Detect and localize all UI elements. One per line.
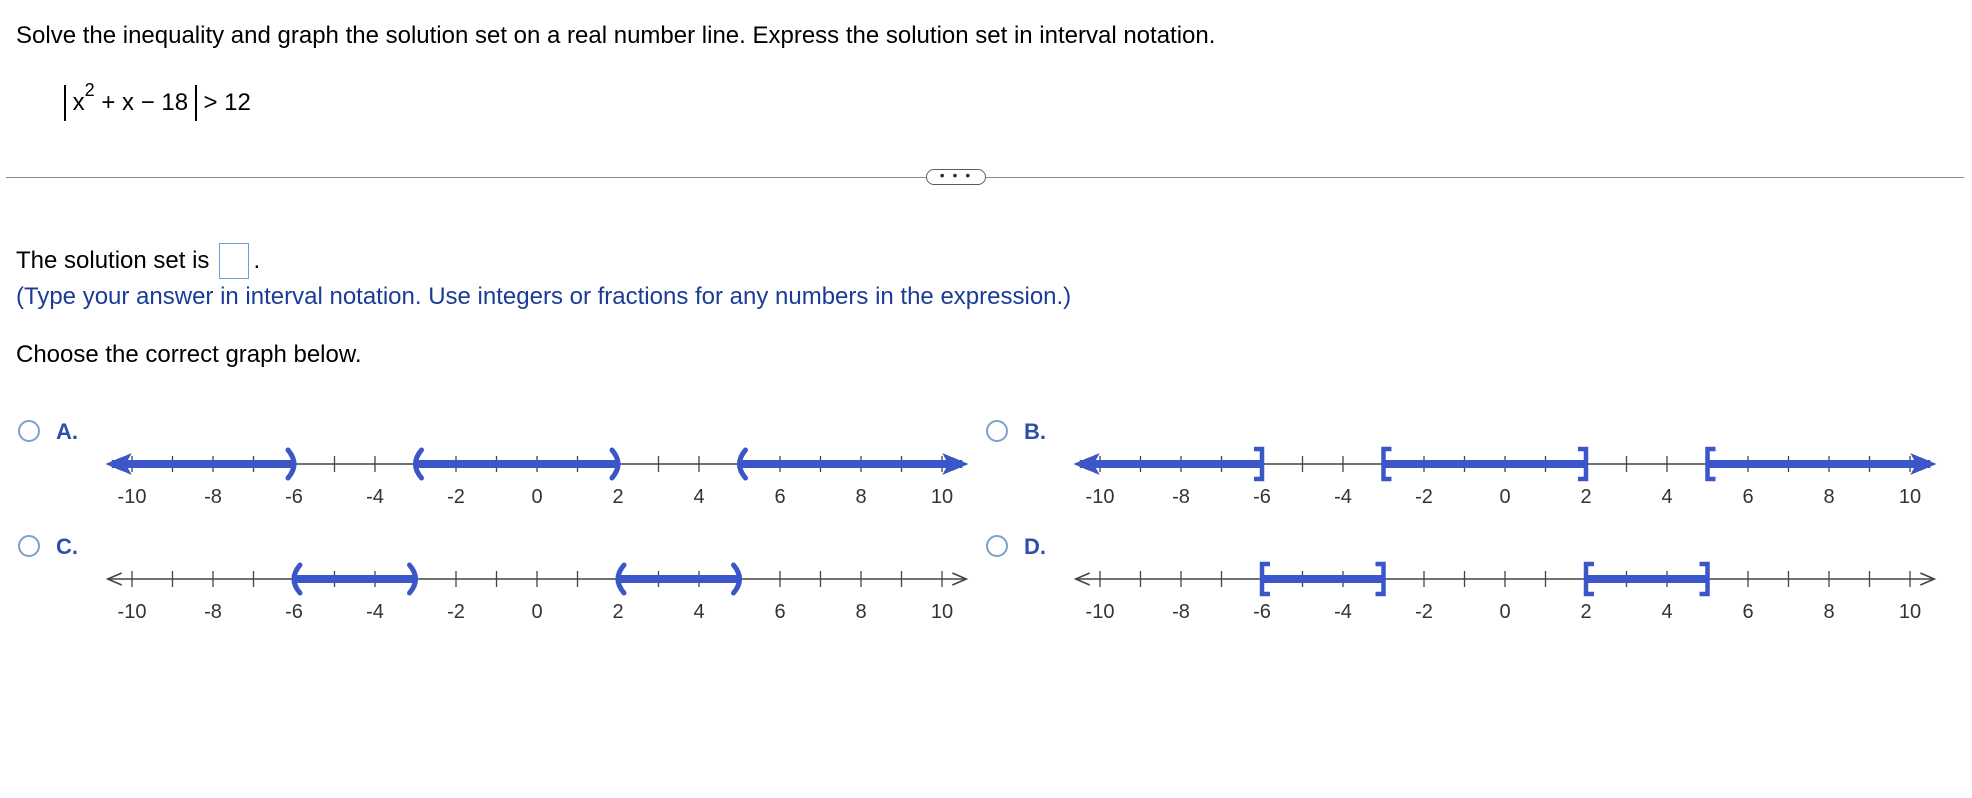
tick-label: -10 <box>117 601 147 623</box>
option-a-number-line <box>96 436 986 506</box>
tick-label: -10 <box>1085 601 1115 623</box>
tick-label: 2 <box>612 486 624 508</box>
tick-label: 6 <box>1742 601 1754 623</box>
tick-label: 10 <box>1898 486 1922 508</box>
tick-label: 6 <box>1742 486 1754 508</box>
tick-label: 4 <box>1661 601 1673 623</box>
tick-label: -8 <box>1172 601 1190 623</box>
tick-label: 10 <box>930 601 954 623</box>
tick-label: 8 <box>1823 486 1835 508</box>
tick-label: 10 <box>1898 601 1922 623</box>
expr-exponent: 2 <box>84 80 95 100</box>
tick-label: 0 <box>531 486 543 508</box>
solution-line <box>16 243 260 279</box>
tick-label: 4 <box>693 601 705 623</box>
tick-label: -2 <box>1415 601 1433 623</box>
option-d-number-line <box>1064 551 1954 621</box>
option-b-radio[interactable] <box>986 420 1008 442</box>
tick-label: 2 <box>1580 601 1592 623</box>
option-d-label[interactable]: D. <box>1024 534 1046 559</box>
tick-label: -6 <box>285 486 303 508</box>
tick-label: -8 <box>204 601 222 623</box>
tick-label: 8 <box>855 601 867 623</box>
tick-label: -4 <box>366 601 384 623</box>
tick-label: 4 <box>1661 486 1673 508</box>
option-a-radio[interactable] <box>18 420 40 442</box>
tick-label: -2 <box>447 601 465 623</box>
tick-label: 2 <box>1580 486 1592 508</box>
option-c-radio[interactable] <box>18 535 40 557</box>
tick-label: -8 <box>204 486 222 508</box>
option-b-number-line <box>1064 436 1954 506</box>
tick-label: 2 <box>612 601 624 623</box>
tick-label: 8 <box>855 486 867 508</box>
tick-label: -2 <box>1415 486 1433 508</box>
option-d-radio[interactable] <box>986 535 1008 557</box>
option-c-label[interactable]: C. <box>56 534 78 559</box>
instructions-text: (Type your answer in interval notation. Use integers or fractions for any numbers in the expression.) <box>16 283 1072 310</box>
tick-label: -10 <box>1085 486 1115 508</box>
tick-label: -4 <box>366 486 384 508</box>
more-button[interactable]: • • • <box>926 169 986 185</box>
option-c-number-line <box>96 551 986 621</box>
question-text: Solve the inequality and graph the solution set on a real number line. Express the solution set in interval notation. <box>16 22 1216 49</box>
tick-label: -6 <box>285 601 303 623</box>
tick-label: 6 <box>774 601 786 623</box>
solution-prefix: The solution set is <box>16 247 210 274</box>
tick-label: 0 <box>531 601 543 623</box>
tick-label: -6 <box>1253 601 1271 623</box>
option-b-label[interactable]: B. <box>1024 419 1046 444</box>
expr-rest: + x − 18 <box>101 88 189 116</box>
expr-base: x <box>72 88 85 116</box>
abs-bar-left <box>64 85 66 121</box>
tick-label: -4 <box>1334 486 1352 508</box>
abs-bar-right <box>195 85 197 121</box>
option-a-label[interactable]: A. <box>56 419 78 444</box>
inequality-expression <box>64 80 251 128</box>
tick-label: 6 <box>774 486 786 508</box>
tick-label: 8 <box>1823 601 1835 623</box>
tick-label: 10 <box>930 486 954 508</box>
answer-input[interactable] <box>219 243 249 279</box>
tick-label: -10 <box>117 486 147 508</box>
tick-label: 0 <box>1499 601 1511 623</box>
tick-label: -6 <box>1253 486 1271 508</box>
tick-label: 0 <box>1499 486 1511 508</box>
tick-label: 4 <box>693 486 705 508</box>
solution-suffix: . <box>253 247 261 274</box>
expr-rhs: > 12 <box>203 88 251 116</box>
tick-label: -2 <box>447 486 465 508</box>
tick-label: -4 <box>1334 601 1352 623</box>
choose-prompt: Choose the correct graph below. <box>16 341 362 368</box>
tick-label: -8 <box>1172 486 1190 508</box>
